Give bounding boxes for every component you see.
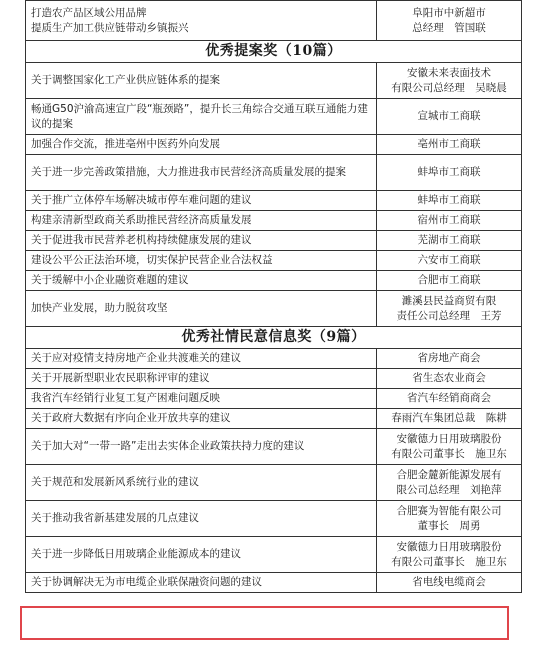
submitter: 宿州市工商联: [377, 211, 522, 231]
table-row: [26, 429, 522, 465]
table-row: [26, 349, 522, 369]
table-row: [26, 537, 522, 573]
submitter: 省房地产商会: [377, 349, 522, 369]
table-row: [26, 271, 522, 291]
section-title: 优秀社情民意信息奖（9篇）: [26, 327, 522, 349]
submitter: 安徽德力日用玻璃股份 有限公司董事长 施卫东: [377, 429, 522, 465]
proposal-title: 关于促进我市民营养老机构持续健康发展的建议: [26, 231, 377, 251]
submitter: 蚌埠市工商联: [377, 155, 522, 191]
proposal-title: 畅通G50沪渝高速宣广段“瓶颈路”，提升长三角综合交通互联互通能力建议的提案: [26, 99, 377, 135]
section-title: 优秀提案奖（10篇）: [26, 41, 522, 63]
submitter: 六安市工商联: [377, 251, 522, 271]
submitter: 合肥市工商联: [377, 271, 522, 291]
table-row: [26, 409, 522, 429]
proposal-title: 关于进一步完善政策措施，大力推进我市民营经济高质量发展的提案: [26, 155, 377, 191]
proposal-title: 关于调整国家化工产业供应链体系的提案: [26, 63, 377, 99]
proposal-title: 关于政府大数据有序向企业开放共享的建议: [26, 409, 377, 429]
proposal-title: 关于开展新型职业农民职称评审的建议: [26, 369, 377, 389]
highlight-box: [20, 606, 509, 640]
proposal-title: 建设公平公正法治环境，切实保护民营企业合法权益: [26, 251, 377, 271]
proposal-title: 关于应对疫情支持房地产企业共渡难关的建议: [26, 349, 377, 369]
table-row: [26, 191, 522, 211]
proposal-title: 关于推广立体停车场解决城市停车难问题的建议: [26, 191, 377, 211]
submitter: 省生态农业商会: [377, 369, 522, 389]
table-row: [26, 501, 522, 537]
table-row: [26, 211, 522, 231]
table-row: [26, 231, 522, 251]
submitter: 省电线电缆商会: [377, 573, 522, 593]
submitter: 春雨汽车集团总裁 陈耕: [377, 409, 522, 429]
submitter: 安徽未来表面技术 有限公司总经理 吴晓晨: [377, 63, 522, 99]
submitter: 省汽车经销商商会: [377, 389, 522, 409]
submitter: 芜湖市工商联: [377, 231, 522, 251]
table-row: [26, 465, 522, 501]
submitter: 宣城市工商联: [377, 99, 522, 135]
section-header-row: [26, 41, 522, 63]
proposal-title: 关于推动我省新基建发展的几点建议: [26, 501, 377, 537]
proposal-title: 加强合作交流，推进亳州中医药外向发展: [26, 135, 377, 155]
table-row: [26, 1, 522, 41]
table-row: [26, 291, 522, 327]
submitter: 合肥赛为智能有限公司 董事长 周勇: [377, 501, 522, 537]
awards-table: [25, 0, 522, 593]
submitter: 阜阳市中新超市 总经理 管国联: [377, 1, 522, 41]
submitter: 蚌埠市工商联: [377, 191, 522, 211]
table-row: [26, 573, 522, 593]
table-row: [26, 389, 522, 409]
table-row: [26, 155, 522, 191]
proposal-title: 关于加大对“一带一路”走出去实体企业政策扶持力度的建议: [26, 429, 377, 465]
table-row: [26, 135, 522, 155]
table-row: [26, 251, 522, 271]
proposal-title: 我省汽车经销行业复工复产困难问题反映: [26, 389, 377, 409]
proposal-title: 关于协调解决无为市电缆企业联保融资问题的建议: [26, 573, 377, 593]
proposal-title: 构建亲清新型政商关系助推民营经济高质量发展: [26, 211, 377, 231]
proposal-title: 关于缓解中小企业融资难题的建议: [26, 271, 377, 291]
submitter: 濉溪县民益商贸有限 责任公司总经理 王芳: [377, 291, 522, 327]
proposal-title: 加快产业发展，助力脱贫攻坚: [26, 291, 377, 327]
proposal-title: 关于进一步降低日用玻璃企业能源成本的建议: [26, 537, 377, 573]
submitter: 合肥金麓新能源发展有 限公司总经理 刘艳萍: [377, 465, 522, 501]
proposal-title: 打造农产品区域公用品牌 提质生产加工供应链带动乡镇振兴: [26, 1, 377, 41]
table-row: [26, 369, 522, 389]
submitter: 亳州市工商联: [377, 135, 522, 155]
submitter: 安徽德力日用玻璃股份 有限公司董事长 施卫东: [377, 537, 522, 573]
table-row: [26, 63, 522, 99]
table-row: [26, 99, 522, 135]
proposal-title: 关于规范和发展新风系统行业的建议: [26, 465, 377, 501]
section-header-row: [26, 327, 522, 349]
awards-document: [25, 0, 505, 593]
